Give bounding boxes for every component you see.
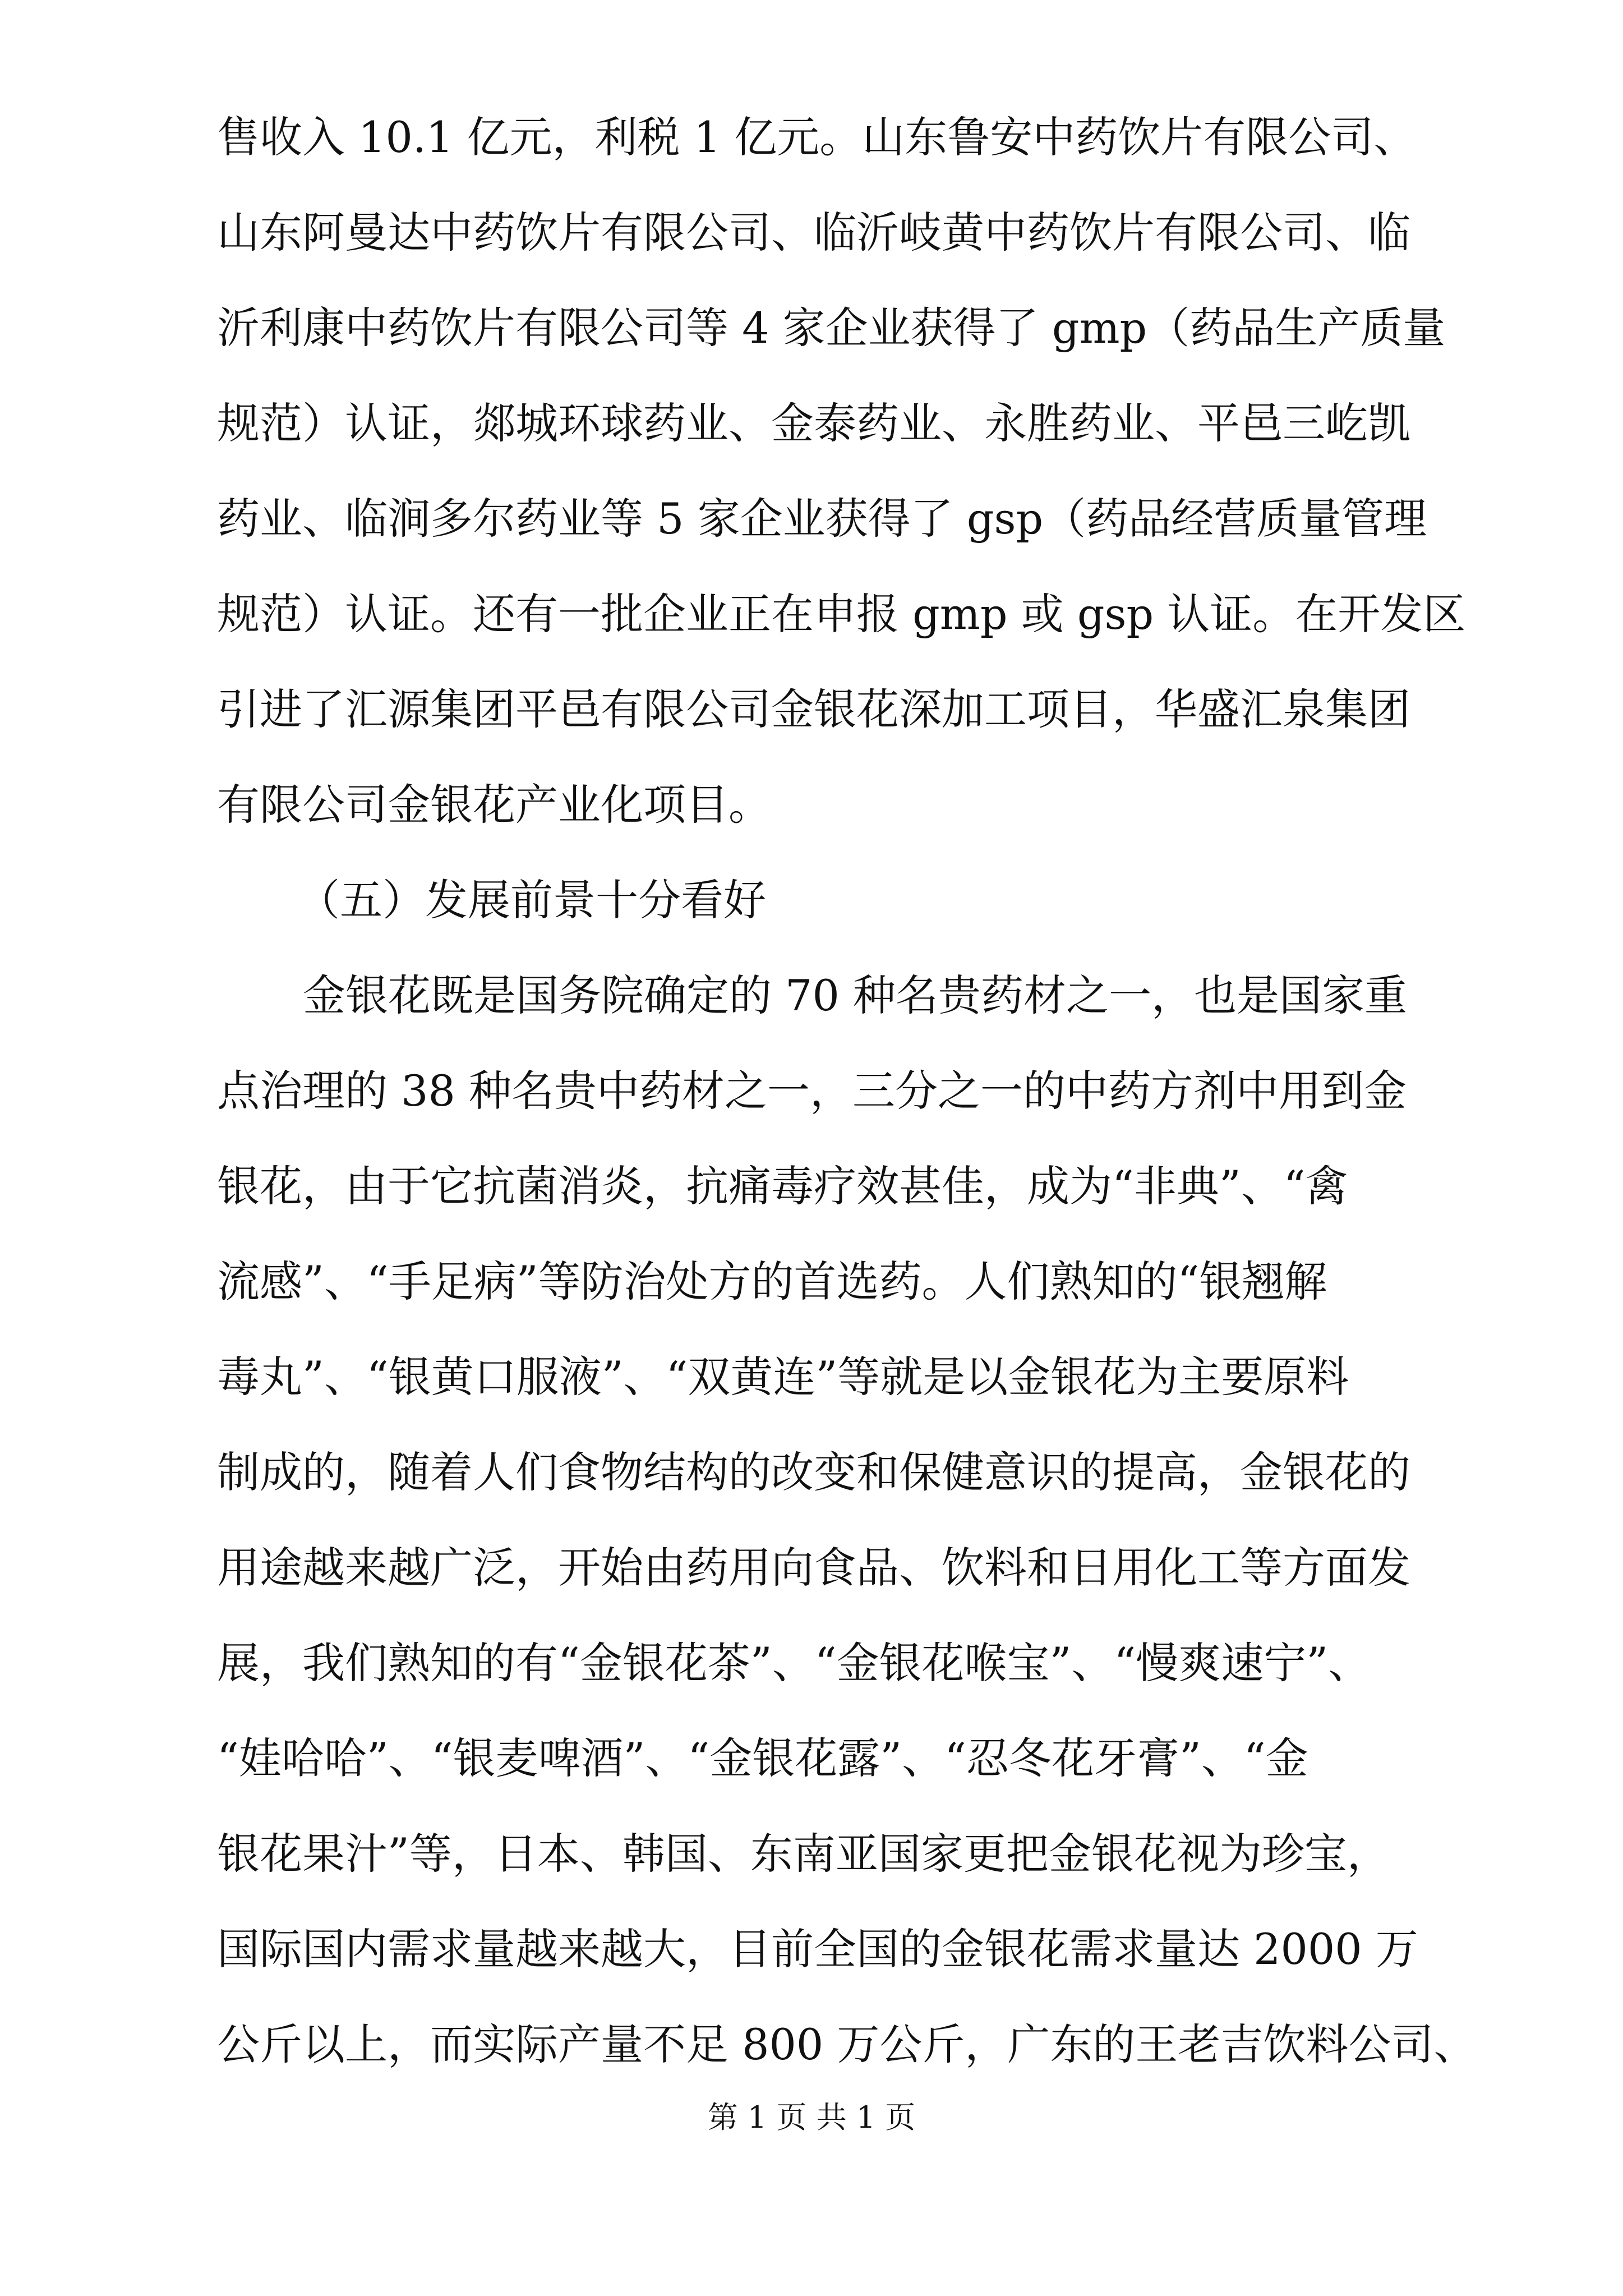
text-line <box>0 1425 1623 1520</box>
line-text: 药业、临涧多尔药业等 5 家企业获得了 gsp（药品经营质量管理 <box>217 494 1427 544</box>
text-line <box>0 1043 1623 1139</box>
line-text: 山东阿曼达中药饮片有限公司、临沂岐黄中药饮片有限公司、临 <box>217 208 1410 257</box>
line-text: 国际国内需求量越来越大，目前全国的金银花需求量达 2000 万 <box>217 1924 1418 1974</box>
text-line <box>0 1234 1623 1329</box>
text-line <box>0 757 1623 853</box>
text-line <box>0 948 1623 1043</box>
text-line <box>0 280 1623 376</box>
line-text: 有限公司金银花产业化项目。 <box>217 780 771 830</box>
line-text: 规范）认证，郯城环球药业、金泰药业、永胜药业、平邑三屹凯 <box>217 398 1410 448</box>
text-line <box>0 1329 1623 1425</box>
section-heading-text: （五）发展前景十分看好 <box>297 875 766 925</box>
text-line <box>0 567 1623 662</box>
text-line <box>0 1520 1623 1616</box>
text-line <box>0 376 1623 471</box>
line-text: 银花果汁”等，日本、韩国、东南亚国家更把金银花视为珍宝， <box>217 1829 1390 1879</box>
text-line <box>0 1997 1623 2092</box>
text-line <box>0 1806 1623 1902</box>
text-line <box>0 1711 1623 1806</box>
line-text: 毒丸”、“银黄口服液”、“双黄连”等就是以金银花为主要原料 <box>217 1352 1349 1402</box>
text-line <box>0 471 1623 567</box>
line-text: 点治理的 38 种名贵中药材之一，三分之一的中药方剂中用到金 <box>217 1066 1407 1116</box>
line-text: “娃哈哈”、“银麦啤酒”、“金银花露”、“忍冬花牙膏”、“金 <box>217 1733 1308 1783</box>
line-text: 制成的，随着人们食物结构的改变和保健意识的提高，金银花的 <box>217 1447 1410 1497</box>
line-text: 金银花既是国务院确定的 70 种名贵药材之一，也是国家重 <box>303 970 1408 1020</box>
text-line <box>0 185 1623 280</box>
line-text: 售收入 10.1 亿元，利税 1 亿元。山东鲁安中药饮片有限公司、 <box>217 112 1417 162</box>
line-text: 展，我们熟知的有“金银花茶”、“金银花喉宝”、“慢爽速宁”、 <box>217 1638 1371 1688</box>
text-line <box>0 1139 1623 1234</box>
text-line <box>0 1616 1623 1711</box>
line-text: 流感”、“手足病”等防治处方的首选药。人们熟知的“银翘解 <box>217 1257 1327 1306</box>
text-line <box>0 1902 1623 1997</box>
text-line <box>0 662 1623 757</box>
line-text: 公斤以上，而实际产量不足 800 万公斤，广东的王老吉饮料公司、 <box>217 2019 1477 2069</box>
line-text: 银花，由于它抗菌消炎，抗痛毒疗效甚佳，成为“非典”、“禽 <box>217 1161 1348 1211</box>
section-heading <box>0 853 1623 948</box>
line-text: 用途越来越广泛，开始由药用向食品、饮料和日用化工等方面发 <box>217 1543 1410 1593</box>
page-footer: 第 1 页 共 1 页 <box>707 2100 916 2135</box>
line-text: 引进了汇源集团平邑有限公司金银花深加工项目，华盛汇泉集团 <box>217 684 1410 734</box>
text-line <box>0 90 1623 185</box>
line-text: 规范）认证。还有一批企业正在申报 gmp 或 gsp 认证。在开发区 <box>217 589 1466 639</box>
line-text: 沂利康中药饮片有限公司等 4 家企业获得了 gmp（药品生产质量 <box>217 303 1446 353</box>
